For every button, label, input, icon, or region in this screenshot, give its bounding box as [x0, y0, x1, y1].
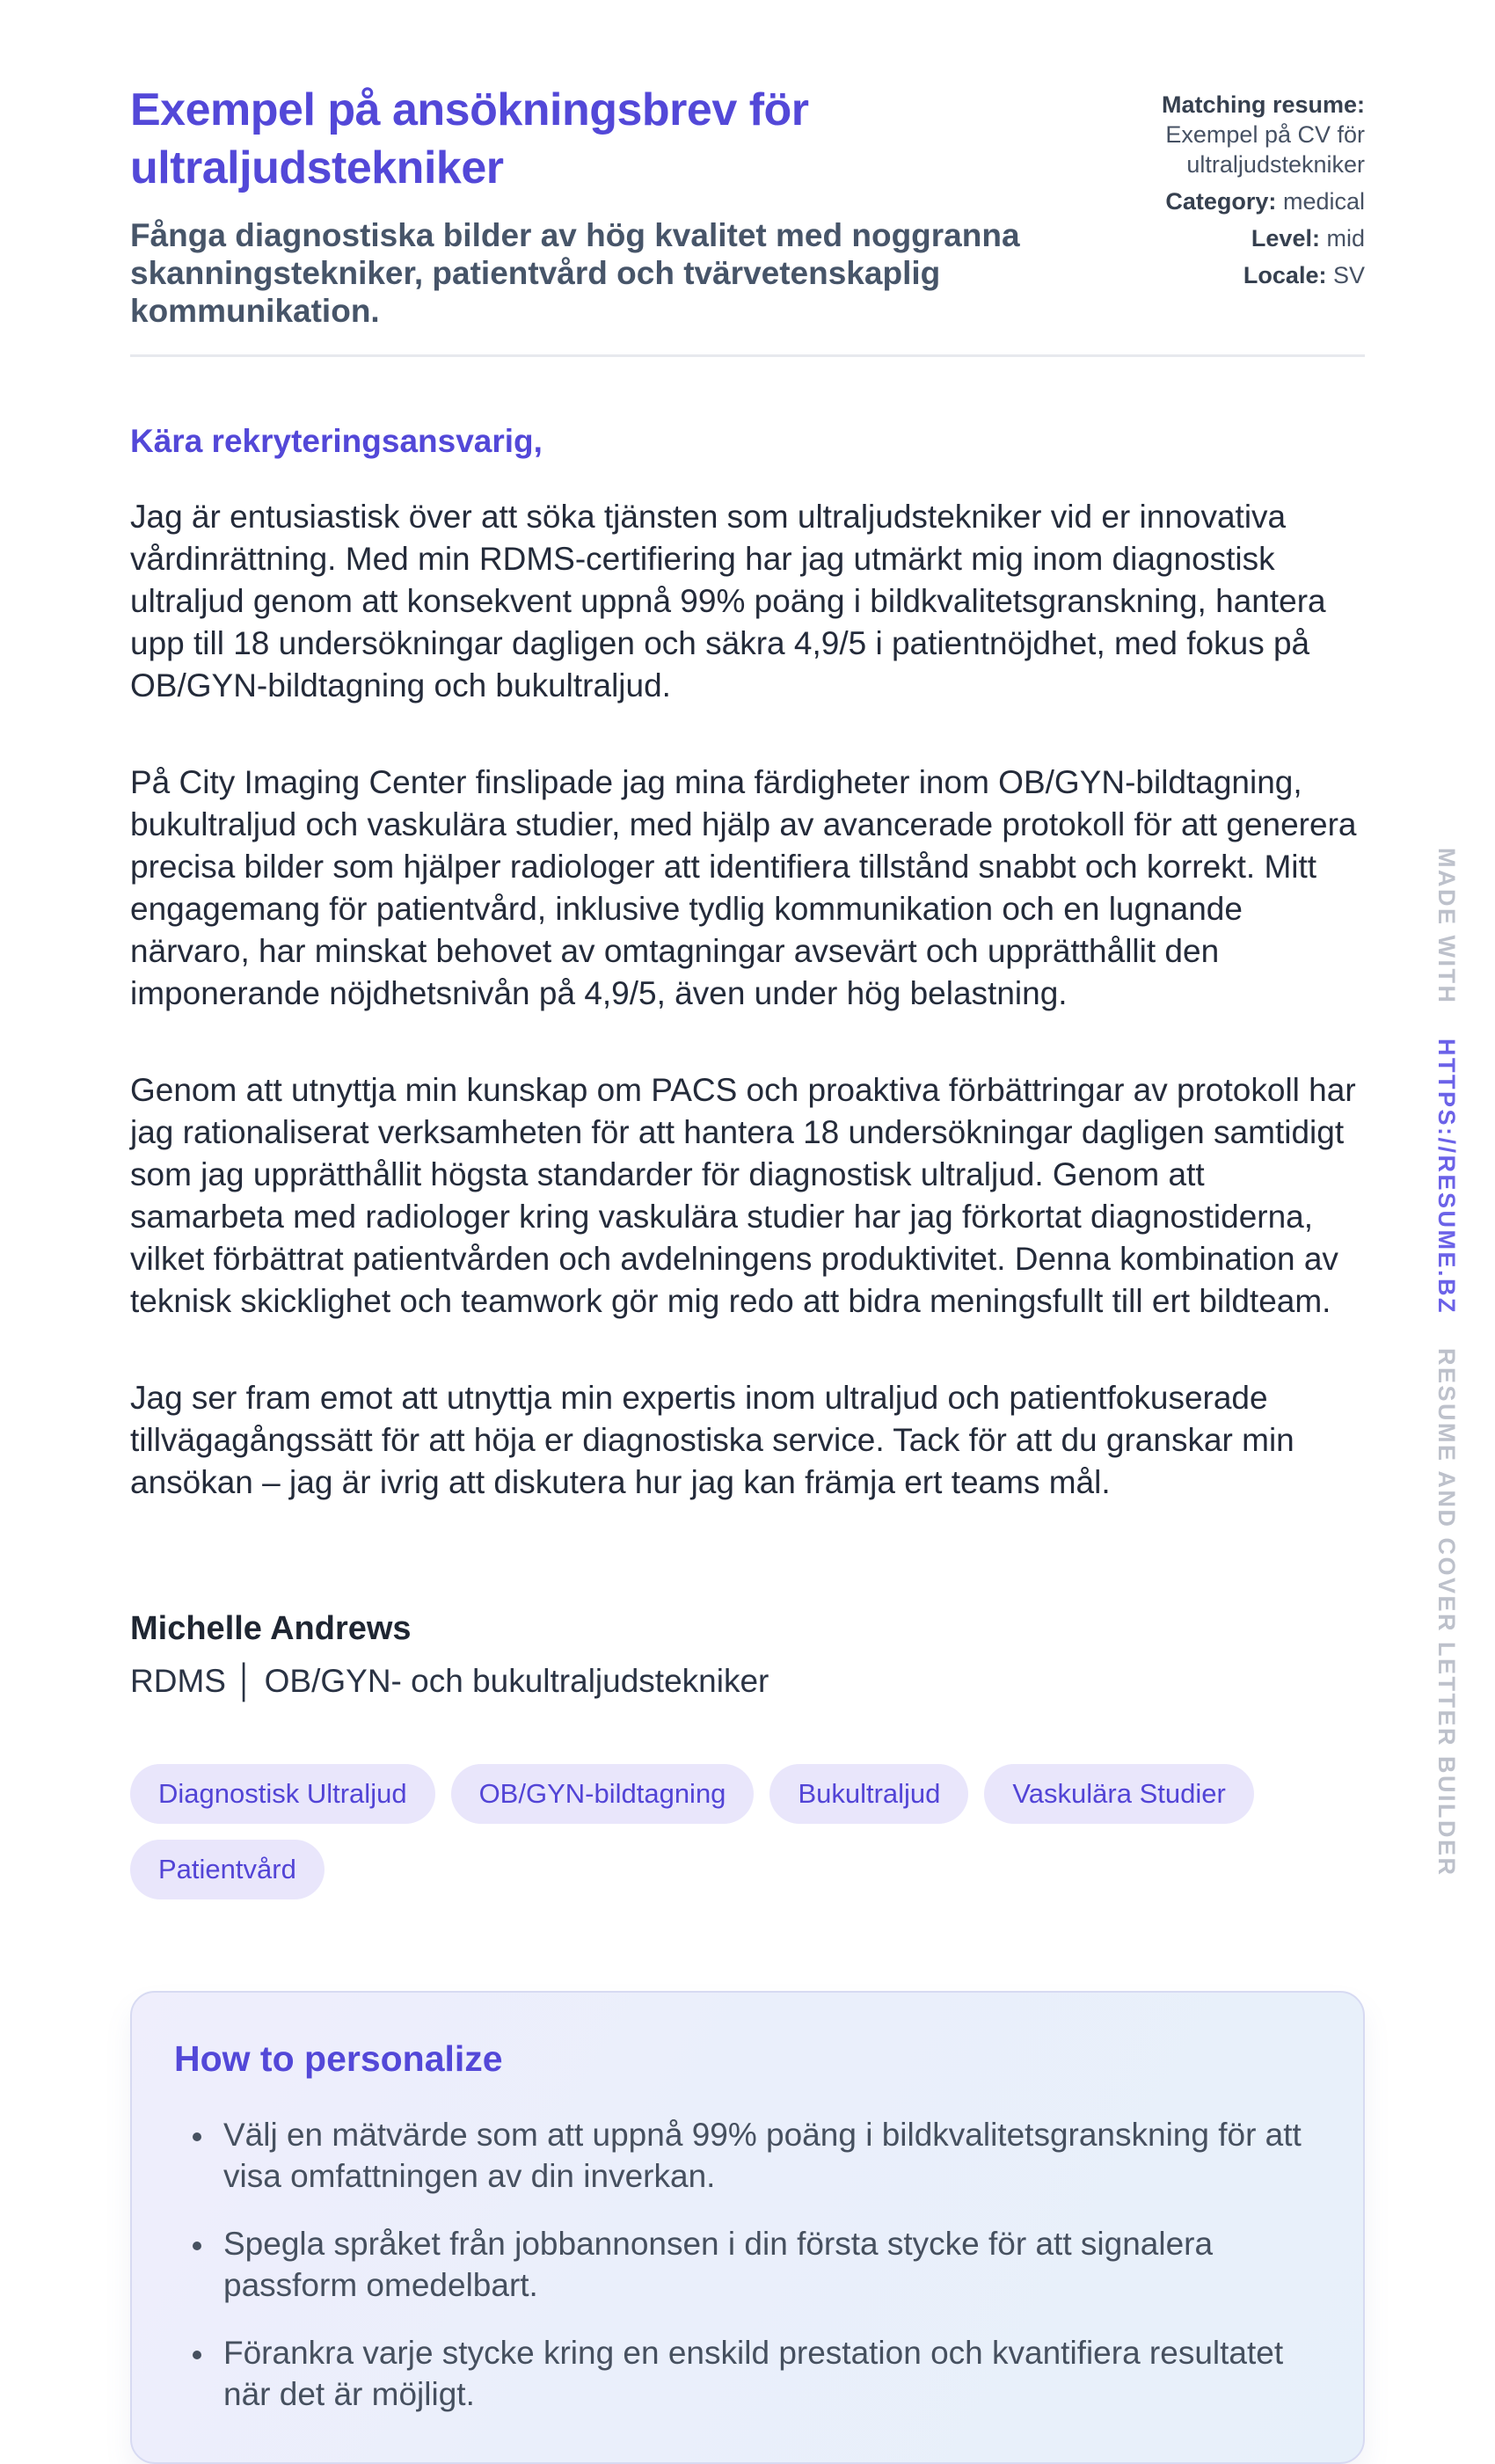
signature-title: RDMS │ OB/GYN- och bukultraljudstekniker — [130, 1663, 769, 1699]
side-watermark — [1433, 835, 1460, 1889]
signature-name: Michelle Andrews — [130, 1610, 412, 1647]
letter-paragraph-3: Genom att utnyttja min kunskap om PACS och proaktiva förbättringar av protokoll har jag rationaliserat verksamheten för att hantera 18 undersökningar dagligen samtidigt som jag upprätthållit högsta standarder för diagnostisk ultraljud. Genom att samarbeta med radiologer kring vaskulära studier har jag förkortat diagnostiderna, vilket förbättrat patientvården och avdelningens produktivitet. Denna kombination av teknisk skicklighet och teamwork gör mig redo att bidra meningsfullt till ert bildteam. — [130, 1072, 1356, 1319]
meta-panel — [1101, 81, 1365, 297]
page-title: Exempel på ansökningsbrev för ultraljudstekniker — [130, 84, 809, 193]
tips-list — [174, 2114, 1314, 2415]
header-title-block — [130, 81, 1080, 330]
meta-locale-value: SV — [1332, 262, 1365, 288]
meta-matching-resume — [1101, 90, 1365, 179]
meta-category — [1101, 186, 1365, 216]
meta-matching-label: Matching resume: — [1161, 91, 1365, 118]
watermark-made-with-text: MADE WITH — [1433, 848, 1460, 1005]
skill-tag-diagnostisk-ultraljud[interactable]: Diagnostisk Ultraljud — [130, 1764, 435, 1824]
how-to-personalize-box — [130, 1991, 1365, 2464]
meta-category-value: medical — [1282, 188, 1365, 215]
tips-list-item-1: • Välj en mätvärde som att uppnå 99% poäng i bildkvalitetsgranskning för att visa omfattningen av din inverkan. — [216, 2114, 1314, 2197]
skill-tags-row — [130, 1764, 1365, 1899]
meta-level — [1101, 223, 1365, 253]
tips-box-title: How to personalize — [174, 2038, 503, 2079]
watermark-site-link[interactable]: HTTPS://RESUME.BZ — [1433, 1038, 1460, 1315]
letter-paragraph-4: Jag ser fram emot att utnyttja min expertis inom ultraljud och patientfokuserade tillvägagångssätt för att höja er diagnostiska service. Tack för att du granskar min ansökan – jag är ivrig att diskutera hur jag kan främja ert teams mål. — [130, 1380, 1294, 1500]
letter-paragraph-2: På City Imaging Center finslipade jag mina färdigheter inom OB/GYN-bildtagning, bukultraljud och vaskulära studier, med hjälp av avancerade protokoll för att generera precisa bilder som hjälper radiologer att identifiera tillstånd snabbt och korrekt. Mitt engagemang för patientvård, inklusive tydlig kommunikation och en lugnande närvaro, har minskat behovet av omtagningar avsevärt och upprätthållit den imponerande nöjdhetsnivån på 4,9/5, även under hög belastning. — [130, 764, 1357, 1011]
meta-category-label: Category: — [1165, 188, 1277, 215]
meta-locale — [1101, 260, 1365, 290]
meta-level-value: mid — [1326, 225, 1365, 252]
page-header — [130, 81, 1365, 330]
meta-level-label: Level: — [1251, 225, 1320, 252]
meta-matching-value-link[interactable]: Exempel på CV för ultraljudstekniker — [1165, 121, 1365, 178]
skill-tag-obgyn-bildtagning[interactable]: OB/GYN-bildtagning — [451, 1764, 755, 1824]
tips-list-item-2: • Spegla språket från jobbannonsen i din första stycke för att signalera passform omedelbart. — [216, 2223, 1314, 2306]
page-subtitle: Fånga diagnostiska bilder av hög kvalitet med noggranna skanningstekniker, patientvård och tvärvetenskaplig kommunikation. — [130, 217, 1020, 329]
meta-locale-label: Locale: — [1243, 262, 1327, 288]
tips-list-item-3: • Förankra varje stycke kring en enskild prestation och kvantifiera resultatet när det är möjligt. — [216, 2332, 1314, 2415]
header-divider — [130, 354, 1365, 357]
watermark-builder-text: RESUME AND COVER LETTER BUILDER — [1433, 1347, 1460, 1877]
letter-greeting: Kära rekryteringsansvarig, — [130, 423, 543, 459]
letter-body — [130, 420, 1365, 1702]
letter-paragraph-1: Jag är entusiastisk över att söka tjänsten som ultraljudstekniker vid er innovativa vårdinrättning. Med min RDMS-certifiering har jag utmärkt mig inom diagnostisk ultraljud genom att konsekvent uppnå 99% poäng i bildkvalitetsgranskning, hantera upp till 18 undersökningar dagligen och säkra 4,9/5 i patientnöjdhet, med fokus på OB/GYN-bildtagning och bukultraljud. — [130, 499, 1326, 703]
skill-tag-vaskulara-studier[interactable]: Vaskulära Studier — [984, 1764, 1253, 1824]
skill-tag-bukultraljud[interactable]: Bukultraljud — [769, 1764, 968, 1824]
skill-tag-patientvard[interactable]: Patientvård — [130, 1840, 325, 1899]
